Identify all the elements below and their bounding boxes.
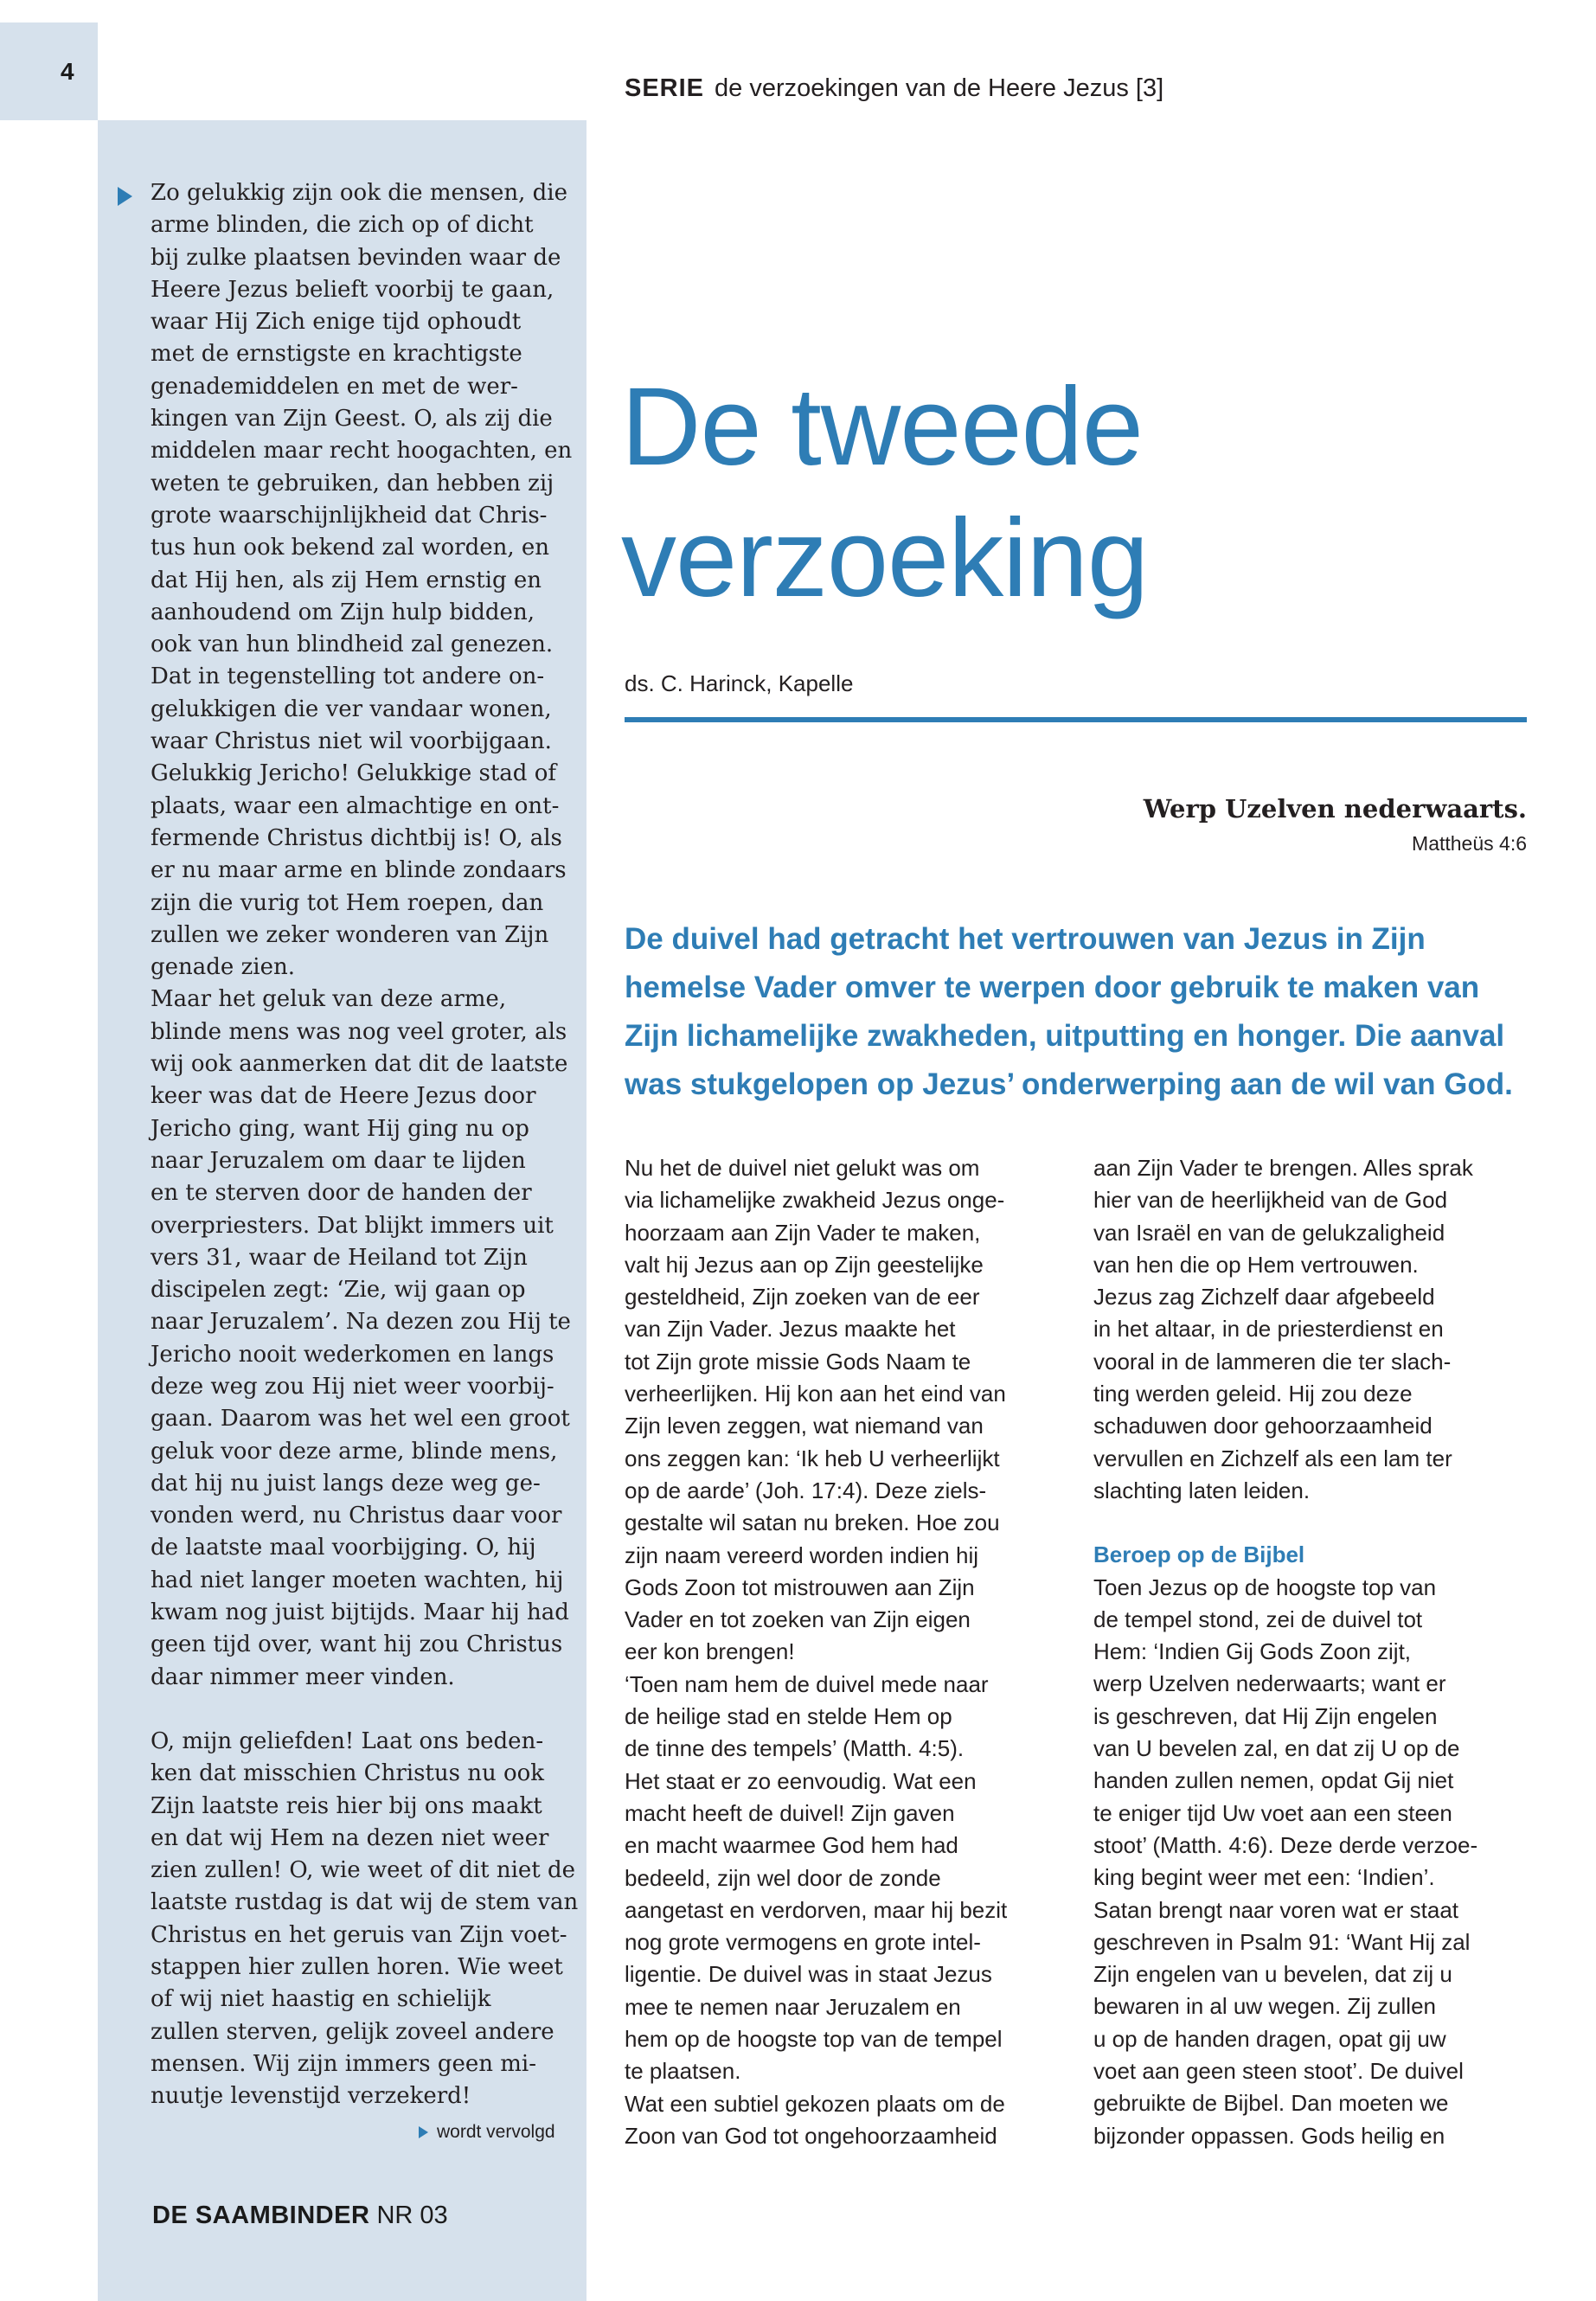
sidebar-line: en te sterven door de handen der <box>151 1180 532 1207</box>
body-line: de heilige stad en stelde Hem op <box>625 1703 952 1730</box>
body-line: aan Zijn Vader te brengen. Alles sprak <box>1093 1155 1473 1181</box>
sidebar-line: naar Jeruzalem om daar te lijden <box>151 1147 526 1174</box>
article-column-left <box>625 1152 1057 2152</box>
sidebar-line: dat hij nu juist langs deze weg ge- <box>151 1470 541 1497</box>
magazine-brand: DE SAAMBINDER <box>152 2202 370 2229</box>
body-line: Zijn leven zeggen, wat niemand van <box>625 1413 984 1439</box>
sidebar-line: ook van hun blindheid zal genezen. <box>151 631 554 658</box>
body-line: u op de handen dragen, opat gij uw <box>1093 2025 1446 2052</box>
sidebar-line: ken dat misschien Christus nu ook <box>151 1760 545 1787</box>
body-line: van hen die op Hem vertrouwen. <box>1093 1251 1419 1278</box>
sidebar-line: waar Christus niet wil voorbijgaan. <box>151 728 552 755</box>
sidebar-line: de laatste maal voorbijging. O, hij <box>151 1535 536 1561</box>
body-line: slachting laten leiden. <box>1093 1477 1311 1503</box>
sidebar-line: weten te gebruiken, dan hebben zij <box>151 470 554 497</box>
sidebar-line: keer was dat de Heere Jezus door <box>151 1083 536 1110</box>
sidebar-line: wij ook aanmerken dat dit de laatste <box>151 1051 568 1078</box>
sidebar-line: Maar het geluk van deze arme, <box>151 986 507 1013</box>
page-number: 4 <box>61 58 74 85</box>
sidebar-line: er nu maar arme en blinde zondaars <box>151 857 567 884</box>
body-line: Wat een subtiel gekozen plaats om de <box>625 2090 1005 2117</box>
sidebar-line: zien zullen! O, wie weet of dit niet de <box>151 1857 576 1884</box>
series-title: de verzoekingen van de Heere Jezus [3] <box>715 74 1164 102</box>
body-line: van Zijn Vader. Jezus maakte het <box>625 1316 956 1343</box>
body-line: hoorzaam aan Zijn Vader te maken, <box>625 1219 981 1246</box>
sidebar-line: arme blinden, die zich op of dicht <box>151 212 534 239</box>
magazine-footer <box>152 2202 448 2230</box>
article-intro <box>625 915 1542 1109</box>
sidebar-line: discipelen zegt: ‘Zie, wij gaan op <box>151 1277 526 1304</box>
sidebar-line: kingen van Zijn Geest. O, als zij die <box>151 406 553 433</box>
sidebar-line: gaan. Daarom was het wel een groot <box>151 1406 570 1433</box>
sidebar-line: deze weg zou Hij niet weer voorbij- <box>151 1373 554 1400</box>
sidebar-line: gelukkigen die ver vandaar wonen, <box>151 695 552 722</box>
sidebar-line: Christus en het geruis van Zijn voet- <box>151 1921 567 1948</box>
body-line: is geschreven, dat Hij Zijn engelen <box>1093 1702 1438 1729</box>
sidebar-line: zullen we zeker wonderen van Zijn <box>151 921 549 948</box>
sidebar-line: met de ernstigste en krachtigste <box>151 341 522 368</box>
body-line: stoot’ (Matth. 4:6). Deze derde verzoe- <box>1093 1831 1478 1858</box>
body-line: de tempel stond, zei de duivel tot <box>1093 1606 1423 1632</box>
sidebar-line: O, mijn geliefden! Laat ons beden- <box>151 1727 544 1754</box>
body-line: mee te nemen naar Jeruzalem en <box>625 1993 961 2020</box>
sidebar-line: nuutje levenstijd verzekerd! <box>151 2083 471 2110</box>
body-line: ons zeggen kan: ‘Ik heb U verheerlijkt <box>625 1445 1000 1471</box>
sidebar-line: geen tijd over, want hij zou Christus <box>151 1631 563 1658</box>
body-line: te plaatsen. <box>625 2058 741 2085</box>
body-line: aangetast en verdorven, maar hij bezit <box>625 1896 1008 1923</box>
sidebar-line: vonden werd, nu Christus daar voor <box>151 1503 562 1529</box>
sidebar-line: mensen. Wij zijn immers geen mi- <box>151 2050 537 2077</box>
sidebar-line: Zijn laatste reis hier bij ons maakt <box>151 1792 542 1819</box>
body-line: handen zullen nemen, opdat Gij niet <box>1093 1767 1454 1794</box>
body-line: gebruikte de Bijbel. Dan moeten we <box>1093 2090 1449 2117</box>
body-line: Satan brengt naar voren wat er staat <box>1093 1896 1459 1923</box>
body-line: nog grote vermogens en grote intel- <box>625 1929 981 1956</box>
body-line: Zijn engelen van u bevelen, dat zij u <box>1093 1961 1452 1988</box>
body-line: eer kon brengen! <box>625 1638 795 1665</box>
body-line: via lichamelijke zwakheid Jezus onge- <box>625 1187 1005 1214</box>
article-title <box>621 362 1148 625</box>
body-line: Nu het de duivel niet gelukt was om <box>625 1155 980 1181</box>
sidebar-line: genademiddelen en met de wer- <box>151 373 518 400</box>
sidebar-line: had niet langer moeten wachten, hij <box>151 1567 564 1593</box>
bible-quote: Werp Uzelven nederwaarts. <box>1143 794 1527 824</box>
sidebar-line: of wij niet haastig en schielijk <box>151 1986 491 2013</box>
body-line: schaduwen door gehoorzaamheid <box>1093 1413 1433 1439</box>
sidebar-line: kwam nog juist bijtijds. Maar hij had <box>151 1599 569 1626</box>
body-line: Hem: ‘Indien Gij Gods Zoon zijt, <box>1093 1638 1412 1665</box>
intro-line: was stukgelopen op Jezus’ onderwerping aan de wil van God. <box>625 1067 1513 1101</box>
sidebar-line: Gelukkig Jericho! Gelukkige stad of <box>151 760 556 787</box>
body-line: werp Uzelven nederwaarts; want er <box>1093 1670 1446 1697</box>
series-header <box>625 74 1163 103</box>
body-line: Zoon van God tot ongehoorzaamheid <box>625 2122 997 2149</box>
body-line: ‘Toen nam hem de duivel mede naar <box>625 1670 989 1697</box>
bible-quote-reference: Mattheüs 4:6 <box>1412 832 1527 855</box>
body-line: gestalte wil satan nu breken. Hoe zou <box>625 1509 1000 1536</box>
body-line: te eniger tijd Uw voet aan een steen <box>1093 1799 1452 1826</box>
sidebar-line: Heere Jezus belieft voorbij te gaan, <box>151 276 554 303</box>
sidebar-text <box>151 177 579 2113</box>
sidebar-line: zullen sterven, gelijk zoveel andere <box>151 2018 554 2045</box>
issue-number: NR 03 <box>376 2202 448 2229</box>
body-line: bedeeld, zijn wel door de zonde <box>625 1864 941 1891</box>
body-line: valt hij Jezus aan op Zijn geestelijke <box>625 1251 984 1278</box>
continuation-arrow-icon <box>118 187 132 206</box>
title-line-1: De tweede <box>621 365 1143 489</box>
sidebar-line: grote waarschijnlijkheid dat Chris- <box>151 502 548 529</box>
article-subheading: Beroep op de Bijbel <box>1093 1541 1305 1568</box>
sidebar-line: waar Hij Zich enige tijd ophoudt <box>151 309 522 336</box>
sidebar-line: tus hun ook bekend zal worden, en <box>151 535 550 561</box>
continued-label: wordt vervolgd <box>437 2122 555 2142</box>
body-line: van U bevelen zal, en dat zij U op de <box>1093 1735 1460 1762</box>
triangle-icon <box>419 2126 428 2138</box>
body-line: Jezus zag Zichzelf daar afgebeeld <box>1093 1284 1435 1311</box>
body-line: tot Zijn grote missie Gods Naam te <box>625 1348 971 1375</box>
intro-line: De duivel had getracht het vertrouwen van Jezus in Zijn <box>625 922 1426 956</box>
sidebar-line: overpriesters. Dat blijkt immers uit <box>151 1212 554 1239</box>
sidebar-line: plaats, waar een almachtige en ont- <box>151 792 560 819</box>
body-line: vooral in de lammeren die ter slach- <box>1093 1348 1452 1375</box>
body-line: hem op de hoogste top van de tempel <box>625 2026 1003 2053</box>
article-author: ds. C. Harinck, Kapelle <box>625 670 854 696</box>
body-line: Vader en tot zoeken van Zijn eigen <box>625 1606 971 1633</box>
sidebar-line: vers 31, waar de Heiland tot Zijn <box>151 1244 528 1271</box>
intro-line: Zijn lichamelijke zwakheden, uitputting en honger. Die aanval <box>625 1019 1505 1053</box>
body-line: verheerlijken. Hij kon aan het eind van <box>625 1381 1006 1407</box>
sidebar-line: laatste rustdag is dat wij de stem van <box>151 1889 579 1916</box>
sidebar-line: aanhoudend om Zijn hulp bidden, <box>151 599 535 625</box>
body-line: in het altaar, in de priesterdienst en <box>1093 1316 1444 1343</box>
sidebar-line: middelen maar recht hoogachten, en <box>151 438 573 465</box>
body-line: ting werden geleid. Hij zou deze <box>1093 1381 1413 1407</box>
sidebar-line: daar nimmer meer vinden. <box>151 1663 455 1690</box>
article-column-right <box>1093 1152 1543 2152</box>
body-line: op de aarde’ (Joh. 17:4). Deze ziels- <box>625 1477 987 1503</box>
continued-note <box>419 2122 555 2143</box>
sidebar-line: bij zulke plaatsen bevinden waar de <box>151 244 561 271</box>
body-line: vervullen en Zichzelf als een lam ter <box>1093 1445 1452 1471</box>
body-line: king begint weer met een: ‘Indien’. <box>1093 1864 1435 1891</box>
sidebar-line: fermende Christus dichtbij is! O, als <box>151 824 562 851</box>
series-label: SERIE <box>625 74 705 102</box>
body-line: geschreven in Psalm 91: ‘Want Hij zal <box>1093 1928 1471 1955</box>
sidebar-line: stappen hier zullen horen. Wie weet <box>151 1954 563 1981</box>
sidebar-line: Jericho ging, want Hij ging nu op <box>151 1115 529 1142</box>
title-divider <box>625 717 1527 722</box>
body-line: ligentie. De duivel was in staat Jezus <box>625 1961 992 1988</box>
body-line: Gods Zoon tot mistrouwen aan Zijn <box>625 1574 975 1600</box>
sidebar-line: Zo gelukkig zijn ook die mensen, die <box>151 180 567 206</box>
sidebar-line: genade zien. <box>151 954 295 981</box>
sidebar-line: dat Hij hen, als zij Hem ernstig en <box>151 567 542 593</box>
body-line: Het staat er zo eenvoudig. Wat een <box>625 1767 977 1794</box>
body-line: hier van de heerlijkheid van de God <box>1093 1187 1448 1214</box>
body-line: Toen Jezus op de hoogste top van <box>1093 1574 1437 1600</box>
sidebar-line: en dat wij Hem na dezen niet weer <box>151 1824 549 1851</box>
sidebar-line: Dat in tegenstelling tot andere on- <box>151 663 545 690</box>
sidebar-line: geluk voor deze arme, blinde mens, <box>151 1438 558 1465</box>
intro-line: hemelse Vader omver te werpen door gebruik te maken van <box>625 971 1480 1004</box>
body-line: bijzonder oppassen. Gods heilig en <box>1093 2122 1445 2149</box>
sidebar-line: naar Jeruzalem’. Na dezen zou Hij te <box>151 1309 571 1336</box>
body-line: van Israël en van de gelukzaligheid <box>1093 1219 1445 1246</box>
title-line-2: verzoeking <box>621 497 1148 620</box>
body-line: bewaren in al uw wegen. Zij zullen <box>1093 1993 1436 2020</box>
body-line: de tinne des tempels’ (Matth. 4:5). <box>625 1735 965 1762</box>
paragraph-gap <box>1093 1507 1543 1539</box>
body-line: zijn naam vereerd worden indien hij <box>625 1541 979 1568</box>
sidebar-line: Jericho nooit wederkomen en langs <box>151 1341 554 1368</box>
sidebar-line: blinde mens was nog veel groter, als <box>151 1018 567 1045</box>
paragraph-gap <box>151 1694 574 1726</box>
body-line: voet aan geen steen stoot’. De duivel <box>1093 2058 1464 2085</box>
body-line: gesteldheid, Zijn zoeken van de eer <box>625 1284 980 1311</box>
sidebar-line: zijn die vurig tot Hem roepen, dan <box>151 889 544 916</box>
body-line: en macht waarmee God hem had <box>625 1832 958 1859</box>
body-line: macht heeft de duivel! Zijn gaven <box>625 1799 955 1826</box>
